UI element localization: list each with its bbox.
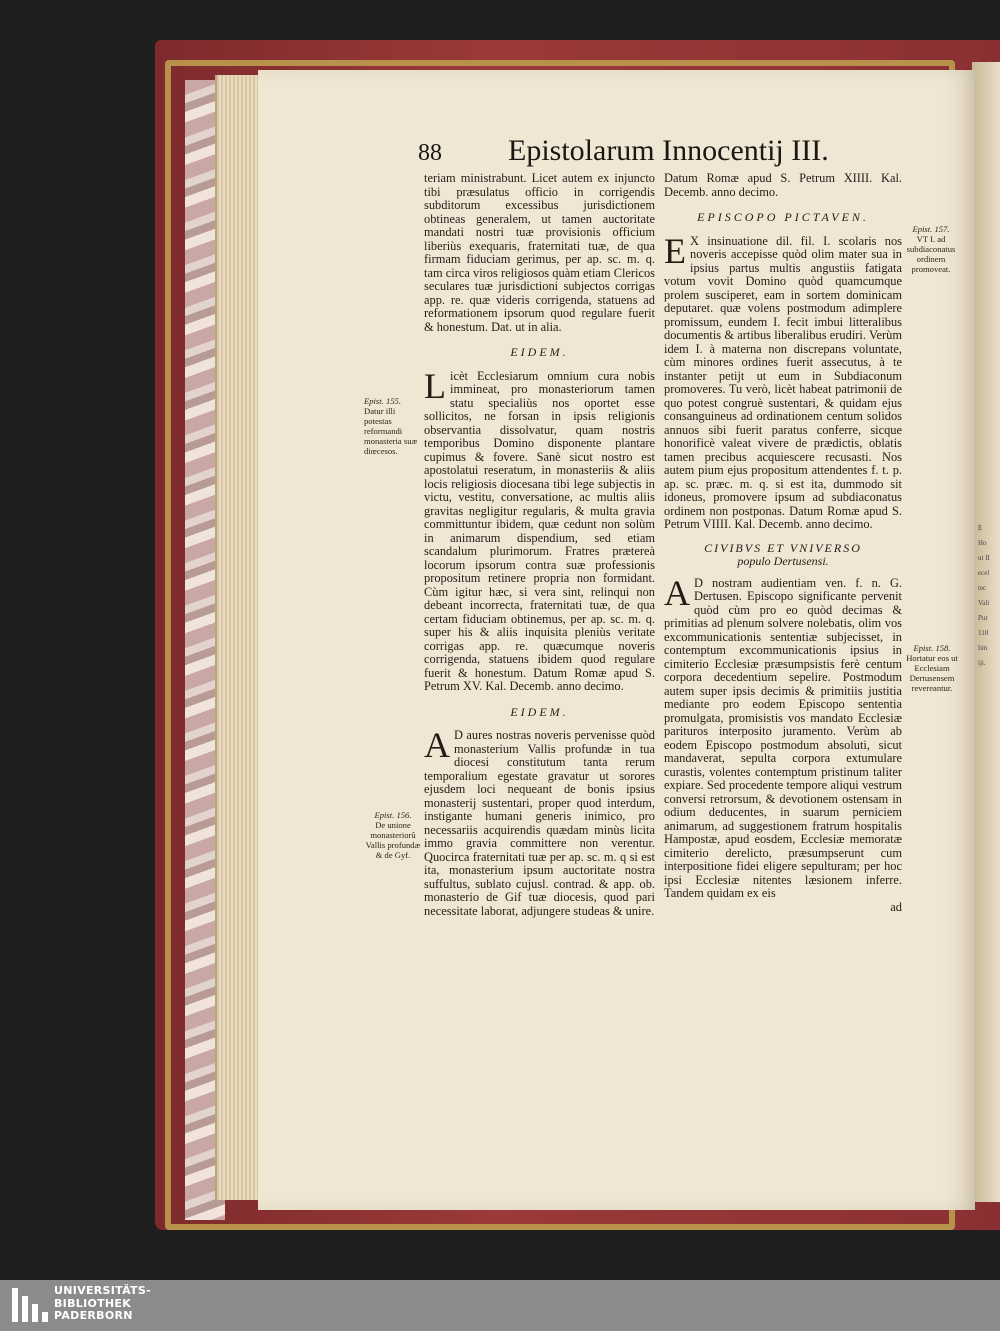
letter-heading-line: CIVIBVS ET VNIVERSO [704,540,862,555]
logo-line: PADERBORN [54,1309,133,1322]
facing-page-fragment: Vali [978,599,990,607]
margin-note-text: De unione monasteriorũ Vallis profundæ & de Gyf. [365,820,421,860]
margin-note-text: Datur illi potestas reformandi monasteria suæ diœcesos. [364,406,418,456]
facing-page-fragment: 110 [978,629,989,637]
paragraph-text: icèt Ecclesiarum omnium cura nobis immineat, pro monasteriorum tamen statu specialiùs nos oportet esse sollicitos, ne forsan in ipsis religionis observantia dissolvatur, quam nostris temporibus Domino disponente plantare cupimus & fovere. Sanè sicut nostro est apostolatui reseratum, in monasteriis & aliis locis religiosis diocesana tibi lege subjectis in victu, vestitu, conversatione, ac multis aliis gravitas negligitur regularis, & multa gravia committuntur ibidem, quæ cedunt non solùm in animarum dispendium, sed etiam scandalum plurimorum. Fratres prætereà locorum ipsorum contra suæ professionis propositum retinere propria non formidant. Cùm igitur hæc, si vera sint, relinqui non debeant incorrecta, fraternitati tuæ, de qua certam fiduciam obtinemus, per ap. sc. m. q. super his & aliis inquisita pleniùs veritate corrigas app. re. quæcumque noveris corrigenda, statuens ibidem quod regulare fuerit & honestum. Datum Romæ apud S. Petrum XV. Kal. Decemb. anno decimo. [424,368,655,693]
paragraph-text: X insinuatione dil. fil. I. scolaris nos noveris accepisse quòd olim mater sua in ipsius partus multis angustiis fatigata votum vovit Domino quòd quamcumque prolem susciperet, eam in sortem dominicam deputaret. quæ volens postmodum adimplere promissum, eundem I. fecit imbui litteralibus documentis & artibus liberalibus erudiri. Verùm idem I. à materna non discrepans voluntate, cùm minores ordines fuerit assecutus, à te instanter petijt ut eum in Subdiaconum promoveres. Tu verò, licèt habeat patrimonii de quo potest congruè sustentari, & quidam ejus consanguineus ad ordinationem centum solidos annuos sibi fuerit paratus conferre, sicque honorificè valeat vivere de prædictis, oblatis tamen precibus acquiescere recusasti. Nos autem pium ejus propositum attendentes f. t. p. ap. sc. præc. m. q. si est ita, dummodo sit idoneus, promovere ipsum ad subdiaconatus ordinem non postponas. Datum Romæ apud S. Petrum VIIII. Kal. Decemb. anno decimo. [664,233,902,531]
margin-note-label: Epist. 156. [374,810,412,820]
letter-heading: EIDEM. [510,704,569,719]
library-logo-text [54,1285,151,1323]
facing-page-fragment: lim [978,644,988,652]
facing-page-fragment: iji. [978,659,986,667]
page-edges [215,75,263,1200]
margin-note-text: VT I. ad subdiaconatus ordinem promoveat. [906,234,956,274]
letter-heading: EIDEM. [510,345,569,359]
facing-page-fragment: Ho [978,539,987,547]
catchword: ad [890,899,902,914]
running-title: Epistolarum Innocentij III. [508,134,829,167]
paragraph [664,572,902,901]
paragraph-text: D aures nostras noveris pervenisse quòd monasterium Vallis profundæ in tua diocesi constitutum tanta rerum temporalium egestate gravatur ut sorores ejusdem loci nequeant de bonis ipsius monasterij sustentari, proper quod interdum, instigante humani generis inimico, pro necessariis acquirendis quædam minùs licita immo gravia committere non verentur. Quocirca fraternitati tuæ per ap. sc. m. q si est ita, monasterium ipsum auctoritate nostra suffultus, sublato cujusl. contrad. & app. ob. monasterio de Gif tuæ diocesis, quod pari necessitate laborat, adjungere studeas & unire. [424,728,655,918]
paragraph: teriam ministrabunt. Licet autem ex injuncto tibi præsulatus officio in corrigendis subditorum excessibus jurisdictionem obtineas generalem, ut tamen auctoritate mandati nostri tuæ provisionis officium liberiùs exequaris, fraternitati tuæ, de qua firmam fiduciam gerimus, per ap. sc. m. q. tam circa viros religiosos quàm etiam Clericos seculares tuæ jurisdictioni subjectos corrigas app. re. quæ videris corrigenda, statuens ad reformationem ipsorum quod regulare fuerit & honestum. Dat. ut in alia. [424,171,655,334]
facing-page-fragment: tec [978,584,987,592]
margin-note-156 [364,810,422,860]
letter-heading-line: populo Dertusensi. [737,554,829,568]
margin-note-label: Epist. 158. [913,643,951,653]
margin-note-label: Epist. 157. [912,224,950,234]
paragraph [664,230,902,532]
drop-cap: A [664,572,690,613]
library-footer [0,1280,1000,1331]
facing-page-fragment: Pur [978,614,988,622]
letter-heading: EPISCOPO PICTAVEN. [697,210,869,224]
paragraph [424,365,655,694]
logo-line: BIBLIOTHEK [54,1296,132,1310]
text-column-left [424,172,655,918]
text-column-right [664,172,902,914]
drop-cap: A [424,725,450,765]
paragraph: Datum Romæ apud S. Petrum XIIII. Kal. Decemb. anno decimo. [664,171,902,199]
margin-note-label: Epist. 155. [364,396,402,406]
facing-page-edge [972,62,1000,1202]
margin-note-text: Hortatur eos ut Ecclesiam Dertusensem revereantur. [906,653,958,693]
margin-note-157 [901,224,961,274]
margin-note-155 [364,396,420,456]
library-logo-icon [12,1288,48,1322]
facing-page-fragment: ut II [978,554,990,562]
facing-page-fragment: E [978,524,983,532]
drop-cap: L [424,365,446,406]
paragraph-text: D nostram audientiam ven. f. n. G. Dertusen. Episcopo significante pervenit quòd cùm pro eo quòd decimas & primitias ad plenum solvere nolebatis, olim vos excommunicationis sententiæ subjecisset, in contemptum excommunicationis ipsius in cimiterio Ecclesiæ præsumpsistis ferè centum corpora decedentium sepelire. Postmodum autem super ipsis decimis & primitiis justitia mediante pro eodem Episcopo sententia promulgata, promisistis vos mandato Ecclesiæ parituros interposito juramento. Verùm ab eodem Episcopo postmodum absoluti, sicut mandaverat, sepulta corpora extumulare curastis, volentes contemptum pristinum taliter expiare. Sed procedente tempore aliqui vestrum conversi retrorsum, & devotionem ostensam in odium deducentes, in suarum perniciem animarum, ad suggestionem fratrum hospitalis Hampostæ, apud eosdem, Ecclesiæ memoratæ cimiterio derelicto, præsumpserunt cum interpositione fidei eligere sepulturam; per hoc ipsi Ecclesiæ nitentes læsionem inferre. Tandem quidam ex eis [664,575,902,900]
margin-note-158 [903,643,961,693]
drop-cap: E [664,230,686,271]
paragraph [424,725,655,918]
page-number: 88 [418,140,442,166]
letter-heading [664,542,902,569]
facing-page-fragment: ecel [978,569,990,577]
logo-line: UNIVERSITÄTS- [54,1284,151,1297]
